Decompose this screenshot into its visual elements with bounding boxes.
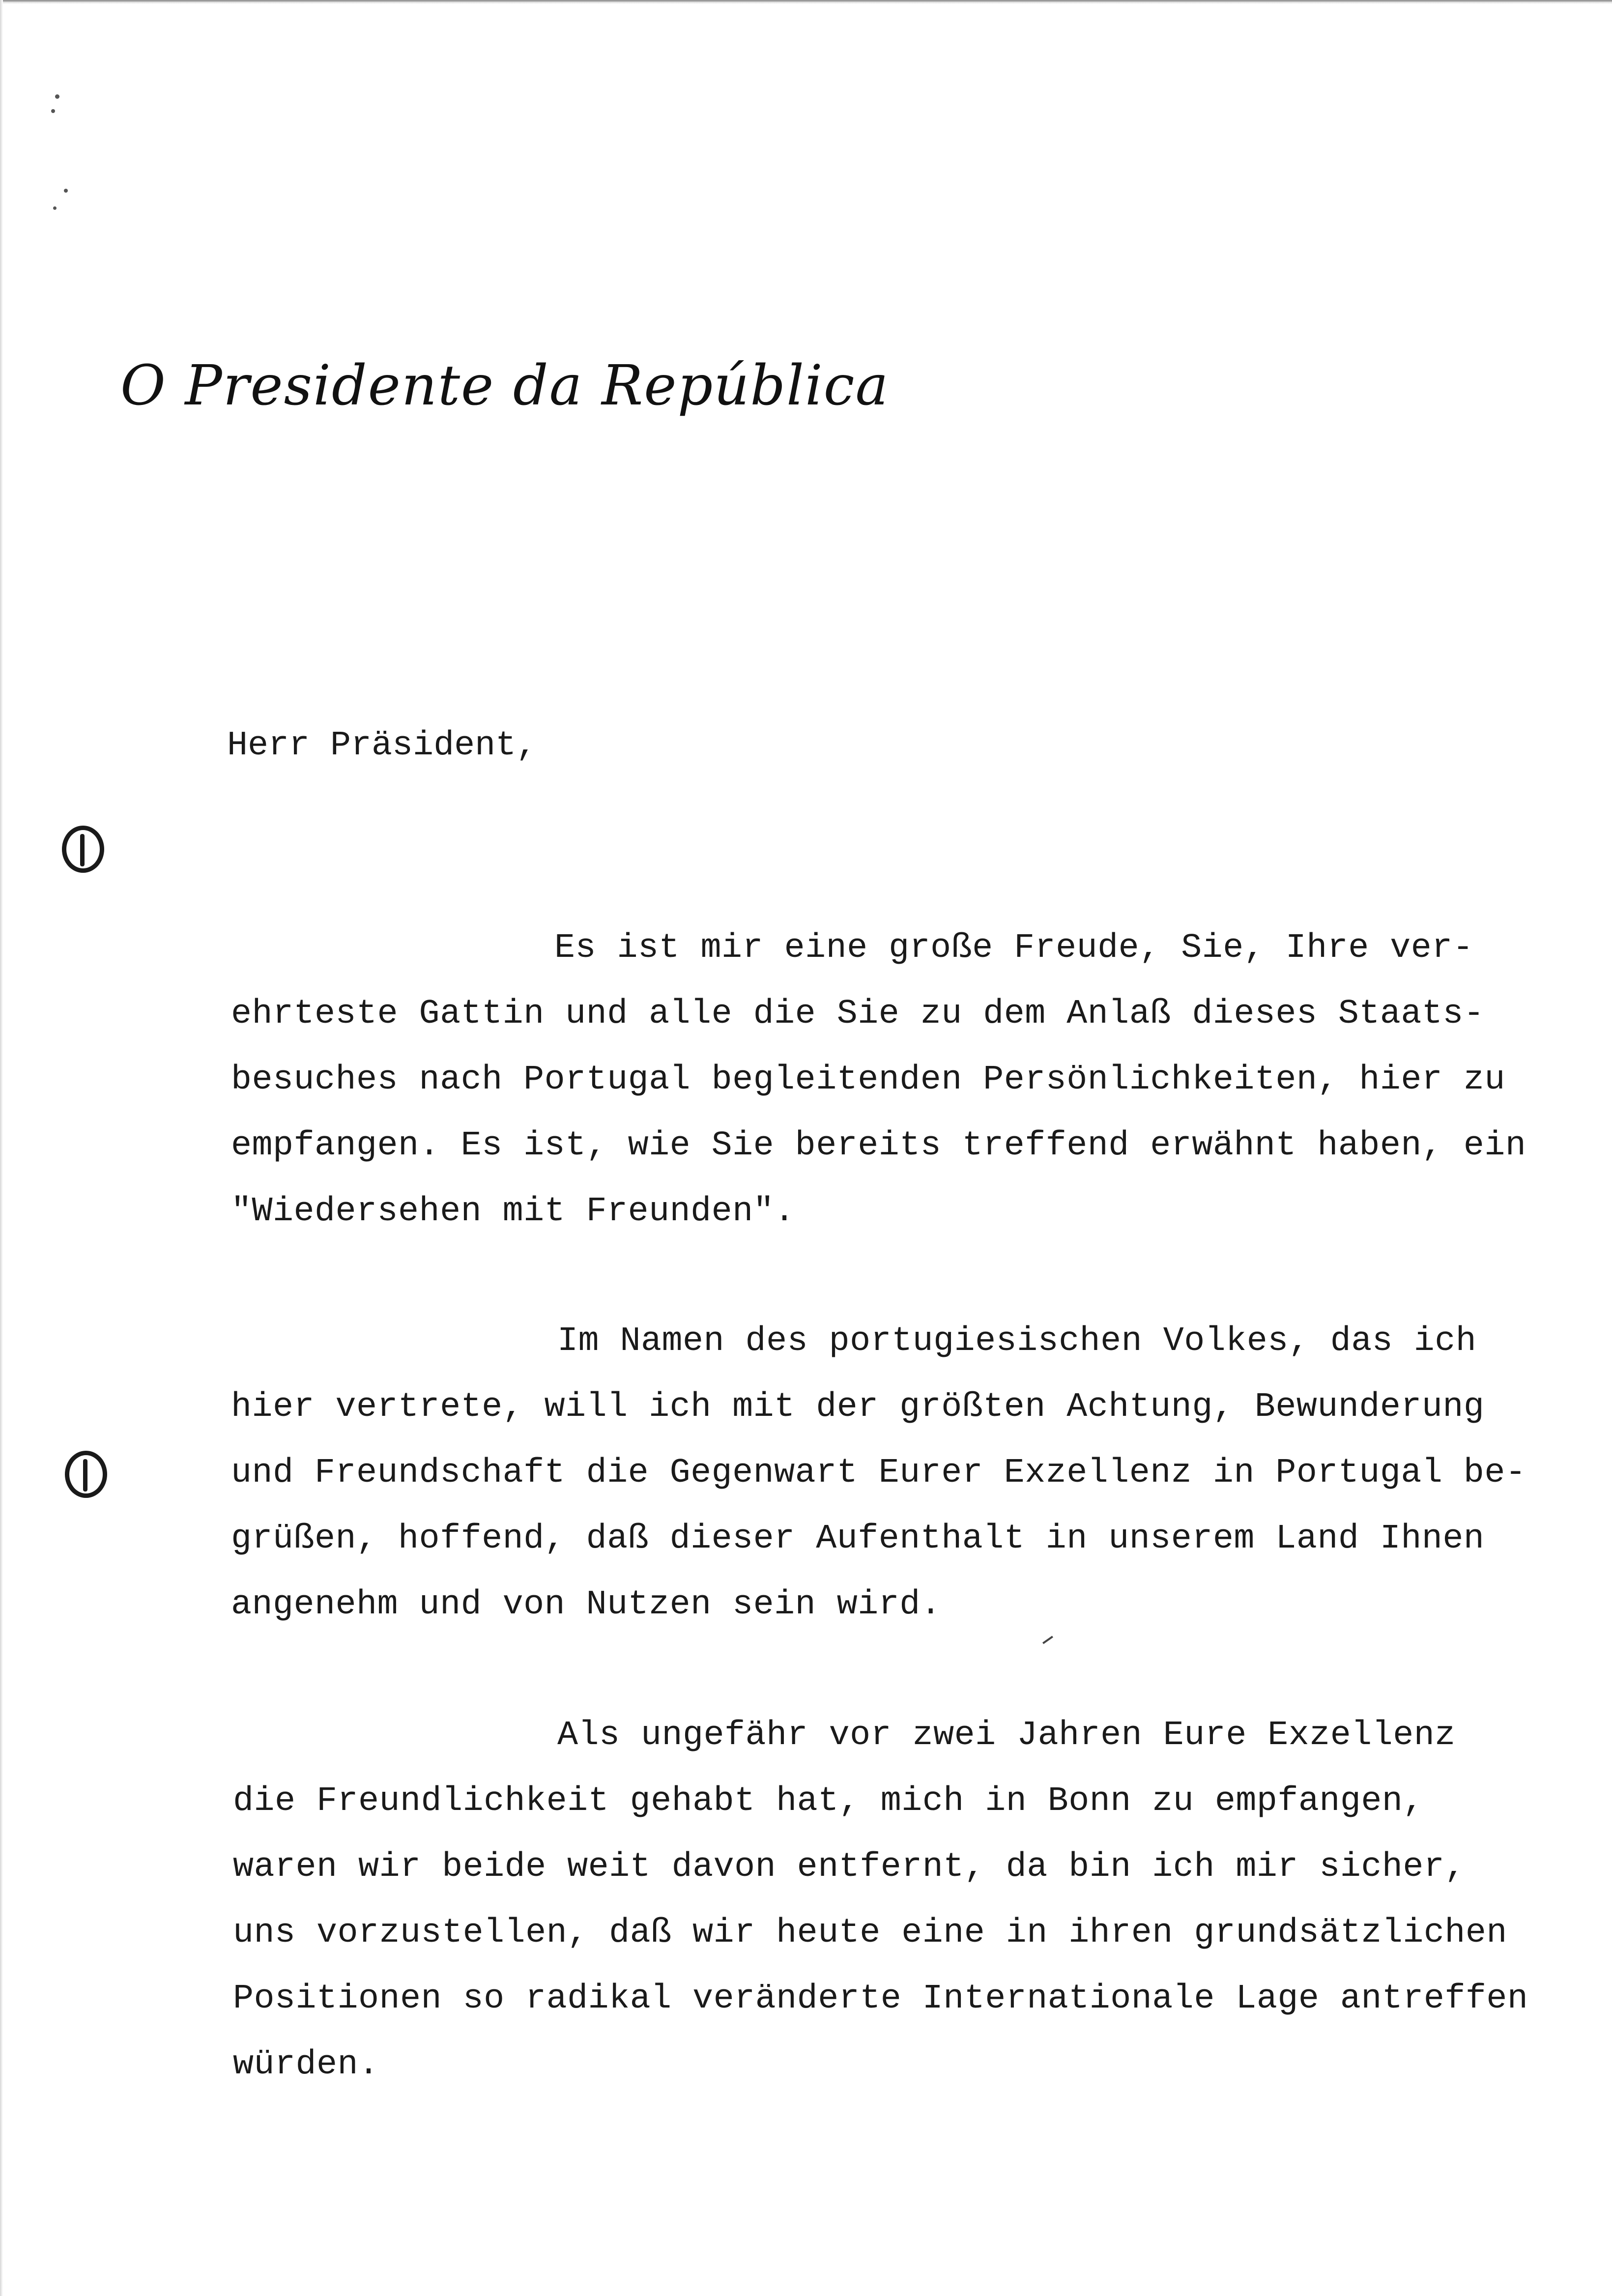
scan-speck: [53, 206, 57, 210]
salutation: Herr Präsident,: [227, 726, 537, 765]
paragraph-3-line-1: Als ungefähr vor zwei Jahren Eure Exzellenz: [557, 1716, 1456, 1755]
paragraph-3-line-6: würden.: [233, 2045, 379, 2084]
paragraph-2-line-4: grüßen, hoffend, daß dieser Aufenthalt in unserem Land Ihnen: [231, 1520, 1485, 1558]
scan-speck: [55, 94, 59, 99]
letterhead-title: O Presidente da República: [120, 354, 890, 418]
punch-hole-lower: [65, 1451, 107, 1498]
punch-hole-upper: [62, 826, 104, 873]
paragraph-3-line-2: die Freundlichkeit gehabt hat, mich in Bonn zu empfangen,: [233, 1782, 1424, 1821]
scan-left-edge: [0, 0, 3, 2296]
paragraph-3-line-4: uns vorzustellen, daß wir heute eine in ihren grundsätzlichen: [233, 1914, 1507, 1952]
paragraph-1-line-2: ehrteste Gattin und alle die Sie zu dem Anlaß dieses Staats-: [231, 995, 1485, 1033]
paragraph-1-line-3: besuches nach Portugal begleitenden Persönlichkeiten, hier zu: [231, 1061, 1505, 1099]
scan-speck: [64, 189, 68, 193]
paragraph-3-line-3: waren wir beide weit davon entfernt, da bin ich mir sicher,: [233, 1848, 1466, 1887]
scan-speck: [51, 109, 55, 113]
scan-top-edge: [0, 0, 1612, 4]
paragraph-1-line-4: empfangen. Es ist, wie Sie bereits treffend erwähnt haben, ein: [231, 1126, 1526, 1165]
paragraph-2-line-1: Im Namen des portugiesischen Volkes, das ich: [557, 1322, 1477, 1361]
paragraph-2-line-5: angenehm und von Nutzen sein wird.: [231, 1585, 942, 1624]
paragraph-1-line-1: Es ist mir eine große Freude, Sie, Ihre ver-: [554, 929, 1474, 968]
paragraph-2-line-2: hier vertrete, will ich mit der größten Achtung, Bewunderung: [231, 1388, 1485, 1427]
paragraph-2-line-3: und Freundschaft die Gegenwart Eurer Exzellenz in Portugal be-: [231, 1454, 1526, 1492]
paragraph-3-line-5: Positionen so radikal veränderte Internationale Lage antreffen: [233, 1980, 1528, 2018]
scan-pencil-mark: [1042, 1636, 1053, 1644]
paragraph-1-line-5: "Wiedersehen mit Freunden".: [231, 1192, 795, 1231]
